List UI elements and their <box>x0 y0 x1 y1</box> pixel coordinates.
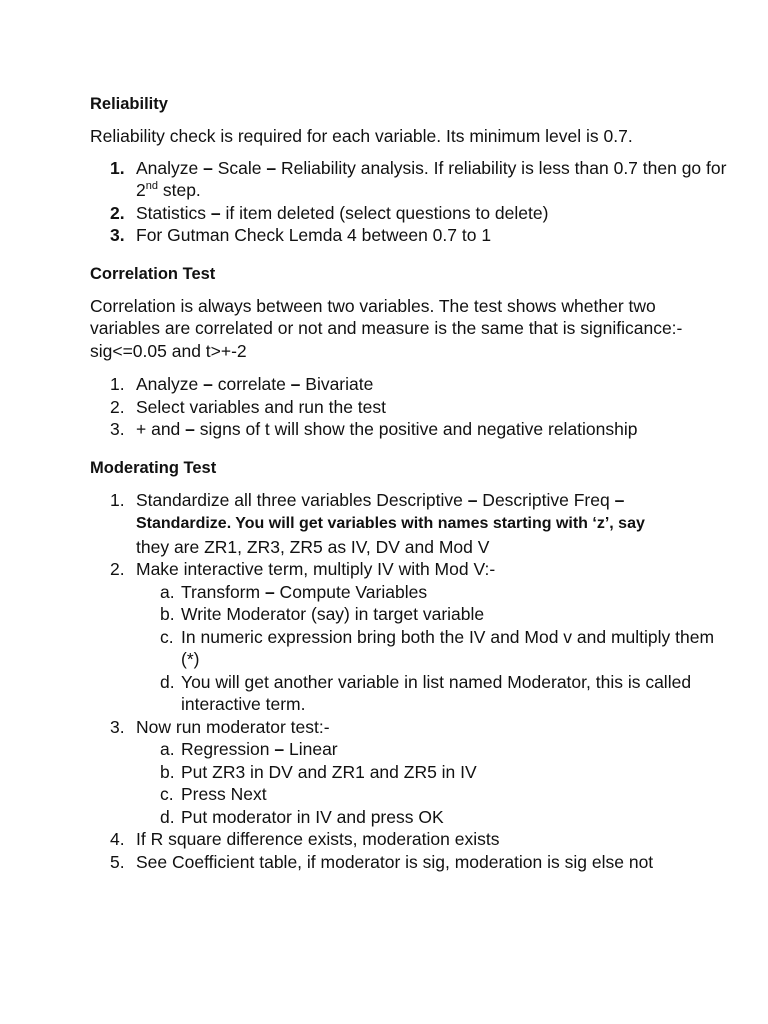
reliability-steps <box>90 157 730 247</box>
list-item: d. Put moderator in IV and press OK <box>160 806 444 827</box>
list-item: d. You will get another variable in list named Moderator, this is called interactive term. <box>160 671 692 714</box>
list-item: 4. If R square difference exists, moderation exists <box>110 829 500 849</box>
list-item: 3. For Gutman Check Lemda 4 between 0.7 to 1 <box>110 225 492 245</box>
list-item: b. Write Moderator (say) in target variable <box>160 604 485 624</box>
list-item: 2. Select variables and run the test <box>110 396 387 417</box>
section-heading-moderating: Moderating Test <box>90 458 217 477</box>
list-item: 1. Standardize all three variables Descriptive – Descriptive Freq – Standardize. You will get variables with names starting with ‘z’, say they are ZR1, ZR3, ZR5 as IV, DV and Mod V <box>110 489 645 557</box>
list-item: c. Press Next <box>160 784 267 804</box>
list-item: b. Put ZR3 in DV and ZR1 and ZR5 in IV <box>160 761 477 782</box>
sub-steps <box>136 738 730 828</box>
correlation-intro: Correlation is always between two variables. The test shows whether two variables are correlated or not and measure is the same that is significance:- sig<=0.05 and t>+-2 <box>90 295 683 361</box>
list-item: 1. Analyze – correlate – Bivariate <box>110 374 374 394</box>
list-item: 5. See Coefficient table, if moderator is sig, moderation is sig else not <box>110 851 654 872</box>
correlation-steps <box>90 373 730 441</box>
document-body <box>90 93 730 889</box>
sub-steps <box>136 581 730 716</box>
list-item: 1. Analyze – Scale – Reliability analysis. If reliability is less than 0.7 then go for 2nd step. <box>110 157 727 200</box>
reliability-intro: Reliability check is required for each variable. Its minimum level is 0.7. <box>90 126 633 146</box>
moderating-steps <box>90 489 730 874</box>
section-heading-reliability: Reliability <box>90 95 168 113</box>
section-heading-correlation: Correlation Test <box>90 264 216 283</box>
list-item: 3. + and – signs of t will show the positive and negative relationship <box>110 419 638 439</box>
list-item: c. In numeric expression bring both the IV and Mod v and multiply them (*) <box>160 626 715 669</box>
list-item: 2. Make interactive term, multiply IV with Mod V:- a. Transform – Compute Variables b. Write Moderator (say) in target variable c. In numeric expression bring both the IV and Mod v and multiply them (*) d. You will get another variable in list named Moderator, this is called interactive term. <box>90 558 730 716</box>
list-item: 2. Statistics – if item deleted (select questions to delete) <box>110 202 549 223</box>
list-item: 3. Now run moderator test:- a. Regression – Linear b. Put ZR3 in DV and ZR1 and ZR5 in IV c. Press Next d. Put moderator in IV and press OK <box>90 716 730 829</box>
list-item: a. Transform – Compute Variables <box>160 581 428 602</box>
list-item: a. Regression – Linear <box>160 739 338 759</box>
